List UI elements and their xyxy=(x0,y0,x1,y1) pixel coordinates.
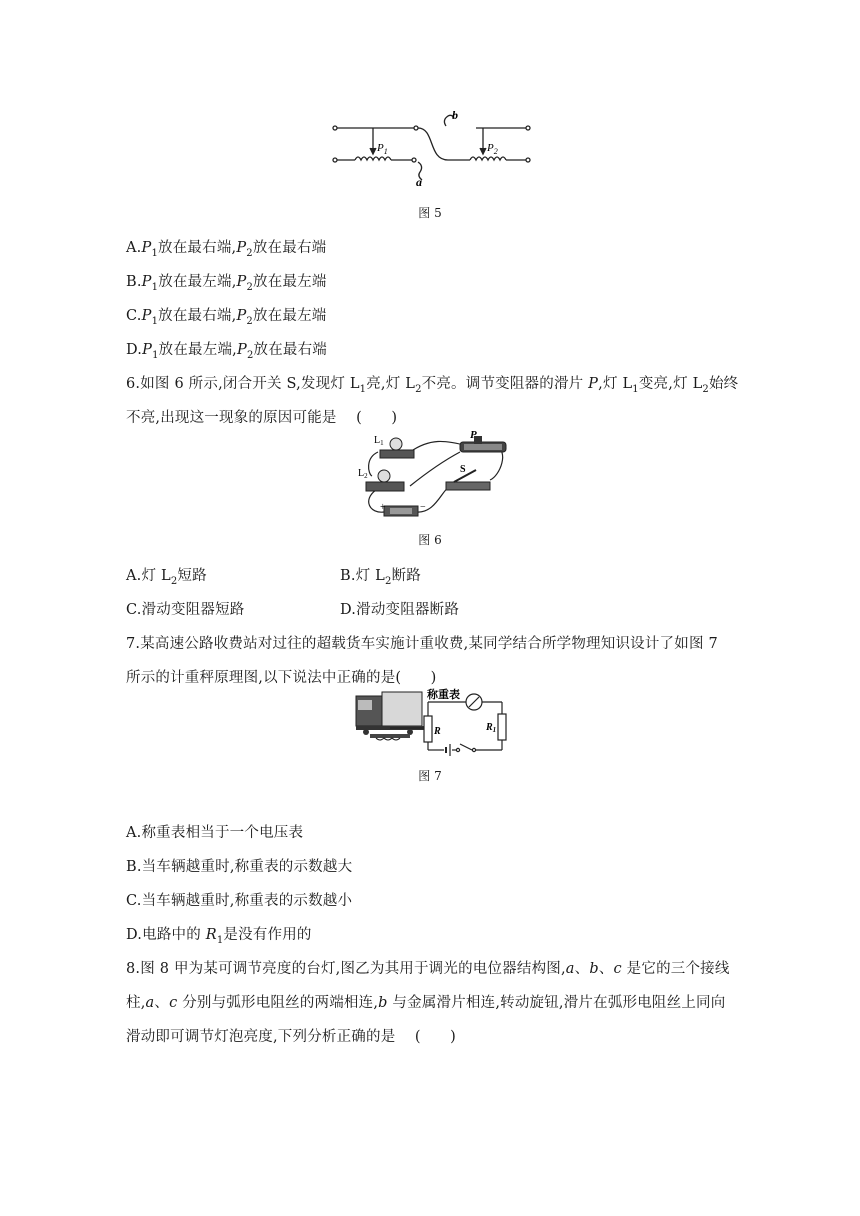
q5-option-d[interactable]: $D.P_1$放在最左端$,P_2$放在最右端 xyxy=(126,342,327,361)
svg-text:L1 xyxy=(374,435,384,447)
q6-stem-line-2: 不亮,出现这一现象的原因可能是 ( ) xyxy=(126,410,398,426)
q6-option-a[interactable]: A.灯 $L_2$短路 xyxy=(126,568,207,587)
q5-option-a[interactable]: $A.P_1$放在最右端$,P_2$放在最右端 xyxy=(126,240,327,259)
figure-5-circuit xyxy=(330,108,535,190)
fig5-label-p1-sub: 1 xyxy=(383,147,388,156)
q8-stem-line-2: 柱,a、c 分别与弧形电阻丝的两端相连,b 与金属滑片相连,转动旋钮,滑片在弧形电阻丝上同向 xyxy=(126,995,726,1011)
fig7-label-r1: R xyxy=(486,722,493,733)
q6-option-c[interactable]: C.滑动变阻器短路 xyxy=(126,602,245,618)
figure-6-caption: 图 6 xyxy=(418,533,442,547)
svg-text:P1 xyxy=(376,142,388,156)
figure-6-circuit xyxy=(350,430,520,522)
fig7-label-meter: 称重表 xyxy=(427,688,460,701)
fig7-label-r1-sub: 1 xyxy=(492,726,497,734)
q7-stem-line-2: 所示的计重秤原理图,以下说法中正确的是( ) xyxy=(126,670,437,686)
q7-option-c[interactable]: C.当车辆越重时,称重表的示数越小 xyxy=(126,893,353,909)
q5-option-c[interactable]: $C.P_1$放在最右端$,P_2$放在最左端 xyxy=(126,308,327,327)
q6-option-b[interactable]: B.灯 $L_2$断路 xyxy=(340,568,421,587)
fig5-label-p2-sub: 2 xyxy=(493,147,498,156)
q7-option-a[interactable]: A.称重表相当于一个电压表 xyxy=(126,825,304,841)
fig6-label-p: P xyxy=(470,430,477,441)
figure-5-caption: 图 5 xyxy=(418,206,442,220)
fig5-label-b: b xyxy=(452,108,458,122)
q8-stem-line-1: 8.图 8 甲为某可调节亮度的台灯,图乙为其用于调光的电位器结构图,a、b、c 是它的三个接线 xyxy=(126,961,730,977)
fig6-label-plus: + xyxy=(380,502,386,513)
fig6-label-minus: − xyxy=(420,502,426,513)
fig5-label-p1: P xyxy=(377,142,384,154)
svg-text:P2 xyxy=(486,142,498,156)
svg-text:L2 xyxy=(358,468,368,480)
fig5-label-p2: P xyxy=(487,142,494,154)
fig6-label-l2: L xyxy=(358,468,365,479)
figure-7-caption: 图 7 xyxy=(418,769,442,783)
fig6-label-s: S xyxy=(460,464,466,475)
q5-option-b[interactable]: $B.P_1$放在最左端$,P_2$放在最左端 xyxy=(126,274,327,293)
fig6-label-l1: L xyxy=(374,435,381,446)
fig6-label-l2-sub: 2 xyxy=(364,472,368,480)
q8-stem-line-3: 滑动即可调节灯泡亮度,下列分析正确的是 ( ) xyxy=(126,1029,457,1045)
q7-stem-line-1: 7.某高速公路收费站对过往的超载货车实施计重收费,某同学结合所学物理知识设计了如图 7 xyxy=(126,636,718,652)
fig5-label-a: a xyxy=(416,175,422,189)
svg-text:R1 xyxy=(485,722,496,734)
q6-stem-line-1: 6.如图 6 所示,闭合开关 S,发现灯 $L_1$亮,灯 $L_2$不亮。调节变阻器的滑片 P,灯 $L_1$变亮,灯 $L_2$始终 xyxy=(126,376,739,395)
q6-option-d[interactable]: D.滑动变阻器断路 xyxy=(340,602,460,618)
q7-option-b[interactable]: B.当车辆越重时,称重表的示数越大 xyxy=(126,859,353,875)
figure-7-circuit xyxy=(352,688,522,762)
fig6-label-l1-sub: 1 xyxy=(380,439,384,447)
fig7-label-r: R xyxy=(434,726,441,737)
q7-option-d[interactable]: D.电路中的 $R_1$是没有作用的 xyxy=(126,927,312,946)
